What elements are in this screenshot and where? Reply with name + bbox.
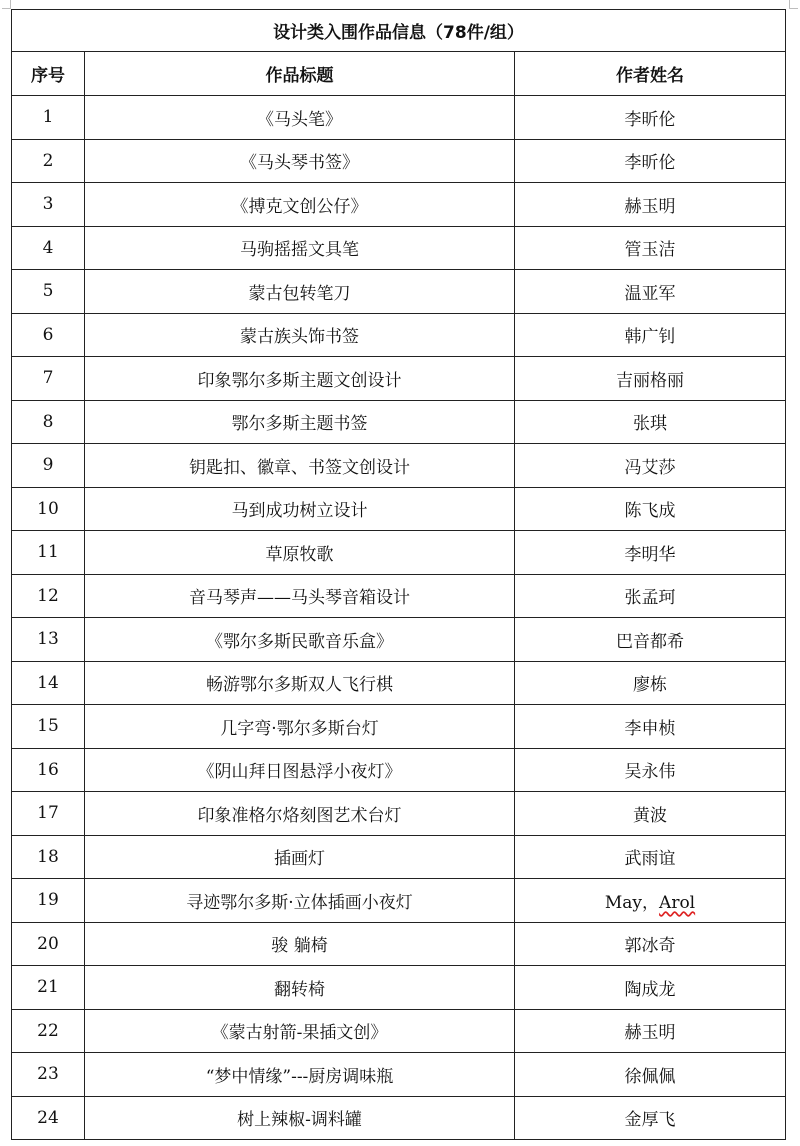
- row-index: 7: [12, 357, 85, 401]
- row-author: 黄波: [515, 792, 786, 836]
- row-index: 15: [12, 705, 85, 749]
- row-index: 23: [12, 1053, 85, 1097]
- row-index: 22: [12, 1009, 85, 1053]
- table-row: [12, 1096, 786, 1140]
- row-author: 张孟珂: [515, 574, 786, 618]
- table-row: [12, 313, 786, 357]
- row-title: 几字弯·鄂尔多斯台灯: [85, 705, 515, 749]
- table-row: [12, 922, 786, 966]
- row-index: 13: [12, 618, 85, 662]
- row-title: 翻转椅: [85, 966, 515, 1010]
- row-title: 马驹摇摇文具笔: [85, 226, 515, 270]
- table-row: [12, 444, 786, 488]
- row-title: 骏 躺椅: [85, 922, 515, 966]
- row-author: 李昕伦: [515, 139, 786, 183]
- table-row: [12, 705, 786, 749]
- row-title: 马到成功树立设计: [85, 487, 515, 531]
- table-row: [12, 618, 786, 662]
- row-title: 音马琴声——马头琴音箱设计: [85, 574, 515, 618]
- row-title: 草原牧歌: [85, 531, 515, 575]
- row-title: 《阴山拜日图悬浮小夜灯》: [85, 748, 515, 792]
- row-title: 鄂尔多斯主题书签: [85, 400, 515, 444]
- table-row: [12, 487, 786, 531]
- table-row: [12, 661, 786, 705]
- table-row: [12, 270, 786, 314]
- page-corner-mark-right: [789, 0, 798, 9]
- row-index: 5: [12, 270, 85, 314]
- table-row: [12, 183, 786, 227]
- table-row: [12, 792, 786, 836]
- row-title: 《鄂尔多斯民歌音乐盒》: [85, 618, 515, 662]
- row-title: 《马头琴书签》: [85, 139, 515, 183]
- row-author: 吴永伟: [515, 748, 786, 792]
- row-title: 蒙古族头饰书签: [85, 313, 515, 357]
- table-header-row: [12, 52, 786, 96]
- row-author-part: May，: [604, 892, 660, 913]
- row-index: 8: [12, 400, 85, 444]
- table-row: [12, 96, 786, 140]
- row-index: 11: [12, 531, 85, 575]
- row-author: 吉丽格丽: [515, 357, 786, 401]
- row-index: 9: [12, 444, 85, 488]
- table-row: [12, 139, 786, 183]
- row-title: 蒙古包转笔刀: [85, 270, 515, 314]
- row-title: 印象准格尔烙刻图艺术台灯: [85, 792, 515, 836]
- row-index: 24: [12, 1096, 85, 1140]
- row-title: 《蒙古射箭-果插文创》: [85, 1009, 515, 1053]
- table-row: [12, 574, 786, 618]
- row-title: 插画灯: [85, 835, 515, 879]
- row-author: 温亚军: [515, 270, 786, 314]
- row-author: 赫玉明: [515, 1009, 786, 1053]
- row-title: 寻迹鄂尔多斯·立体插画小夜灯: [85, 879, 515, 923]
- row-index: 2: [12, 139, 85, 183]
- row-index: 10: [12, 487, 85, 531]
- table-row: [12, 1009, 786, 1053]
- table-title: 设计类入围作品信息（78件/组）: [12, 10, 786, 52]
- header-index: 序号: [12, 52, 85, 96]
- row-index: 19: [12, 879, 85, 923]
- row-index: 6: [12, 313, 85, 357]
- row-title: 畅游鄂尔多斯双人飞行棋: [85, 661, 515, 705]
- row-author: 赫玉明: [515, 183, 786, 227]
- row-author: 张琪: [515, 400, 786, 444]
- row-title: “梦中情缘”---厨房调味瓶: [85, 1053, 515, 1097]
- row-author: 郭冰奇: [515, 922, 786, 966]
- row-author: 金厚飞: [515, 1096, 786, 1140]
- row-index: 1: [12, 96, 85, 140]
- row-index: 4: [12, 226, 85, 270]
- row-title: 钥匙扣、徽章、书签文创设计: [85, 444, 515, 488]
- row-index: 12: [12, 574, 85, 618]
- row-title: 印象鄂尔多斯主题文创设计: [85, 357, 515, 401]
- row-index: 18: [12, 835, 85, 879]
- row-index: 3: [12, 183, 85, 227]
- row-index: 20: [12, 922, 85, 966]
- row-title: 树上辣椒-调料罐: [85, 1096, 515, 1140]
- table-row: [12, 748, 786, 792]
- row-author: [515, 879, 786, 923]
- row-author: 武雨谊: [515, 835, 786, 879]
- row-author: 冯艾莎: [515, 444, 786, 488]
- works-table: [11, 9, 786, 1140]
- table-row: [12, 966, 786, 1010]
- row-index: 14: [12, 661, 85, 705]
- table-row: [12, 400, 786, 444]
- table-row: [12, 357, 786, 401]
- row-author-part-spellcheck: Arol: [659, 892, 696, 913]
- row-author: 李明华: [515, 531, 786, 575]
- row-author: 韩广钊: [515, 313, 786, 357]
- row-index: 17: [12, 792, 85, 836]
- table-row: [12, 1053, 786, 1097]
- page-corner-mark-left: [2, 0, 11, 9]
- table-title-row: [12, 10, 786, 52]
- row-title: 《搏克文创公仔》: [85, 183, 515, 227]
- row-author: 廖栋: [515, 661, 786, 705]
- row-author: 巴音都希: [515, 618, 786, 662]
- row-index: 16: [12, 748, 85, 792]
- row-author: 李昕伦: [515, 96, 786, 140]
- row-author: 陈飞成: [515, 487, 786, 531]
- header-work-title: 作品标题: [85, 52, 515, 96]
- row-index: 21: [12, 966, 85, 1010]
- row-author: 陶成龙: [515, 966, 786, 1010]
- row-title: 《马头笔》: [85, 96, 515, 140]
- table-row: [12, 531, 786, 575]
- row-author: 管玉洁: [515, 226, 786, 270]
- table-row: [12, 879, 786, 923]
- row-author: 李申桢: [515, 705, 786, 749]
- header-author: 作者姓名: [515, 52, 786, 96]
- table-row: [12, 835, 786, 879]
- row-author: 徐佩佩: [515, 1053, 786, 1097]
- table-row: [12, 226, 786, 270]
